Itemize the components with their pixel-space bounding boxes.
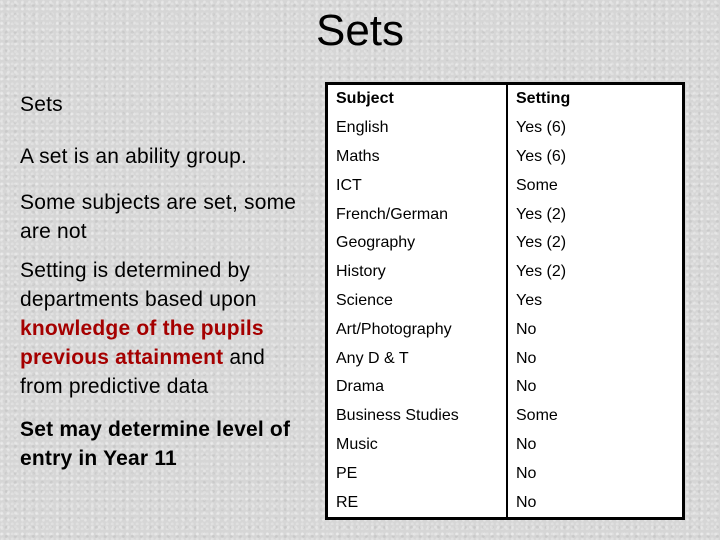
subject-cell: Business Studies bbox=[327, 402, 508, 431]
table-row bbox=[327, 171, 684, 200]
header-subject: Subject bbox=[327, 84, 508, 114]
table-row bbox=[327, 488, 684, 518]
subject-cell: RE bbox=[327, 488, 508, 518]
setting-cell: Some bbox=[516, 407, 558, 425]
header-setting: Setting bbox=[516, 90, 571, 108]
highlight-attainment: previous attainment bbox=[20, 346, 224, 369]
table-row bbox=[327, 344, 684, 373]
setting-cell: Yes (2) bbox=[516, 263, 567, 281]
setting-cell: Yes (6) bbox=[516, 119, 567, 137]
setting-text-end: and from predictive data bbox=[20, 346, 266, 398]
setting-cell: No bbox=[516, 464, 537, 482]
table-row bbox=[327, 258, 684, 287]
table-row bbox=[327, 287, 684, 316]
table-row bbox=[327, 431, 684, 460]
subject-cell: History bbox=[327, 258, 508, 287]
setting-cell: No bbox=[516, 435, 537, 453]
table-row bbox=[327, 229, 684, 258]
table-row bbox=[327, 200, 684, 229]
subjects-text: Some subjects are set, some are not bbox=[20, 191, 297, 243]
settings-table bbox=[325, 82, 685, 520]
subject-cell: French/German bbox=[327, 200, 508, 229]
table-header-row bbox=[327, 84, 684, 114]
subject-cell: English bbox=[327, 114, 508, 143]
setting-cell: No bbox=[516, 378, 537, 396]
left-text-block bbox=[20, 90, 310, 470]
subject-cell: ICT bbox=[327, 171, 508, 200]
subject-cell: Any D & T bbox=[327, 344, 508, 373]
table-row bbox=[327, 114, 684, 143]
setting-cell: Yes (2) bbox=[516, 234, 567, 252]
setting-text bbox=[20, 256, 310, 401]
setting-cell: No bbox=[516, 493, 537, 511]
table-row bbox=[327, 315, 684, 344]
subject-cell: Science bbox=[327, 287, 508, 316]
section-heading: Sets bbox=[20, 93, 63, 116]
setting-text-start: Setting is determined by departments based upon bbox=[20, 259, 257, 311]
subject-cell: PE bbox=[327, 459, 508, 488]
setting-cell: Yes (2) bbox=[516, 205, 567, 223]
subject-cell: Drama bbox=[327, 373, 508, 402]
slide-title: Sets bbox=[315, 6, 405, 55]
subject-cell: Maths bbox=[327, 143, 508, 172]
setting-cell: No bbox=[516, 320, 537, 338]
setting-cell: Yes bbox=[516, 291, 543, 309]
setting-cell: No bbox=[516, 349, 537, 367]
table-row bbox=[327, 459, 684, 488]
table-row bbox=[327, 402, 684, 431]
highlight-knowledge: knowledge of the pupils bbox=[20, 317, 264, 340]
setting-cell: Yes (6) bbox=[516, 147, 567, 165]
subject-cell: Art/Photography bbox=[327, 315, 508, 344]
table-row bbox=[327, 143, 684, 172]
table-body bbox=[327, 114, 684, 519]
table-row bbox=[327, 373, 684, 402]
setting-cell: Some bbox=[516, 176, 558, 194]
subject-cell: Geography bbox=[327, 229, 508, 258]
definition-text: A set is an ability group. bbox=[20, 145, 247, 168]
subject-cell: Music bbox=[327, 431, 508, 460]
entry-level-text: Set may determine level of entry in Year 11 bbox=[20, 418, 291, 470]
